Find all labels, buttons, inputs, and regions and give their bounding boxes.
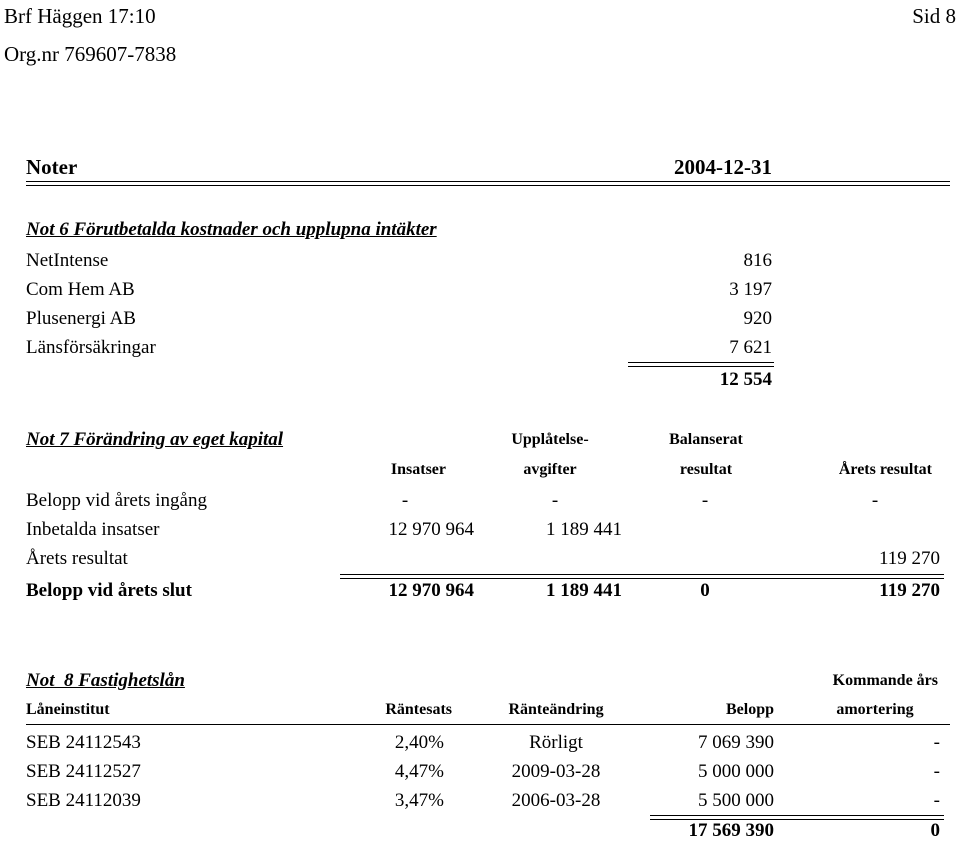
org-name: Brf Häggen 17:10 bbox=[4, 4, 156, 28]
col-rantesats: Räntesats bbox=[385, 701, 452, 718]
loan-ranteandring: 2006-03-28 bbox=[511, 790, 601, 811]
note6-row-value: 920 bbox=[743, 308, 772, 329]
note7-cell-avgifter: 1 189 441 bbox=[546, 519, 622, 540]
loan-belopp: 5 000 000 bbox=[698, 761, 774, 782]
note6-row-label: Plusenergi AB bbox=[26, 308, 136, 329]
note7-cell-avgifter: - bbox=[551, 490, 559, 511]
note8-total-amortering: 0 bbox=[930, 820, 940, 841]
loan-ranteandring: 2009-03-28 bbox=[511, 761, 601, 782]
note6-row-label: Länsförsäkringar bbox=[26, 337, 156, 358]
note7-row-label: Inbetalda insatser bbox=[26, 519, 160, 540]
note8-total-belopp: 17 569 390 bbox=[688, 820, 774, 841]
loan-institut: SEB 24112543 bbox=[26, 732, 141, 753]
note7-cell-insatser: 12 970 964 bbox=[388, 519, 474, 540]
note6-row-value: 816 bbox=[743, 250, 772, 271]
loan-institut: SEB 24112039 bbox=[26, 790, 141, 811]
note7-cell-arets: - bbox=[871, 490, 879, 511]
col-balanserat-bottom: resultat bbox=[679, 461, 733, 478]
col-belopp: Belopp bbox=[725, 701, 774, 718]
note7-total-balanserat: 0 bbox=[700, 580, 710, 601]
col-insatser: Insatser bbox=[390, 461, 446, 478]
col-laneinstitut: Låneinstitut bbox=[26, 701, 110, 718]
loan-rantesats: 4,47% bbox=[394, 761, 444, 782]
notes-title: Noter bbox=[26, 155, 78, 179]
loan-amortering: - bbox=[933, 790, 940, 811]
note6-total: 12 554 bbox=[719, 369, 772, 390]
note7-row-label: Årets resultat bbox=[26, 548, 128, 569]
loan-institut: SEB 24112527 bbox=[26, 761, 141, 782]
note7-cell-insatser: - bbox=[401, 490, 409, 511]
note7-total-insatser: 12 970 964 bbox=[388, 580, 474, 601]
note8-title: Not 8 Fastighetslån bbox=[26, 670, 185, 691]
note6-row-value: 7 621 bbox=[729, 337, 772, 358]
loan-ranteandring: Rörligt bbox=[529, 732, 583, 753]
note7-total-arets: 119 270 bbox=[879, 580, 940, 601]
note6-row-label: NetIntense bbox=[26, 250, 109, 271]
note7-total-rule bbox=[340, 574, 944, 579]
note6-row-value: 3 197 bbox=[729, 279, 772, 300]
note6-total-rule bbox=[628, 362, 774, 367]
loan-amortering: - bbox=[933, 761, 940, 782]
note7-row-label: Belopp vid årets ingång bbox=[26, 490, 207, 511]
notes-header-rule bbox=[26, 181, 950, 186]
note6-title: Not 6 Förutbetalda kostnader och upplupna intäkter bbox=[26, 219, 437, 240]
loan-rantesats: 3,47% bbox=[394, 790, 444, 811]
col-amortering: amortering bbox=[836, 701, 914, 718]
col-upplatelse-top: Upplåtelse- bbox=[511, 431, 589, 448]
org-number: Org.nr 769607-7838 bbox=[4, 42, 177, 66]
col-arets-resultat: Årets resultat bbox=[838, 461, 932, 478]
col-ranteandring: Ränteändring bbox=[508, 701, 604, 718]
note6-row-label: Com Hem AB bbox=[26, 279, 135, 300]
note7-total-avgifter: 1 189 441 bbox=[546, 580, 622, 601]
col-avgifter: avgifter bbox=[523, 461, 577, 478]
note7-cell-arets: 119 270 bbox=[878, 548, 940, 569]
page-number: Sid 8 bbox=[912, 4, 956, 28]
loan-belopp: 7 069 390 bbox=[698, 732, 774, 753]
col-amortering-top: Kommande års bbox=[832, 672, 938, 689]
notes-date: 2004-12-31 bbox=[674, 155, 772, 179]
loan-belopp: 5 500 000 bbox=[698, 790, 774, 811]
note8-header-rule bbox=[26, 724, 950, 725]
note7-total-label: Belopp vid årets slut bbox=[26, 580, 192, 601]
col-balanserat-top: Balanserat bbox=[669, 431, 743, 448]
note7-cell-balanserat: - bbox=[701, 490, 709, 511]
loan-amortering: - bbox=[933, 732, 940, 753]
loan-rantesats: 2,40% bbox=[394, 732, 444, 753]
note7-title: Not 7 Förändring av eget kapital bbox=[26, 429, 284, 450]
